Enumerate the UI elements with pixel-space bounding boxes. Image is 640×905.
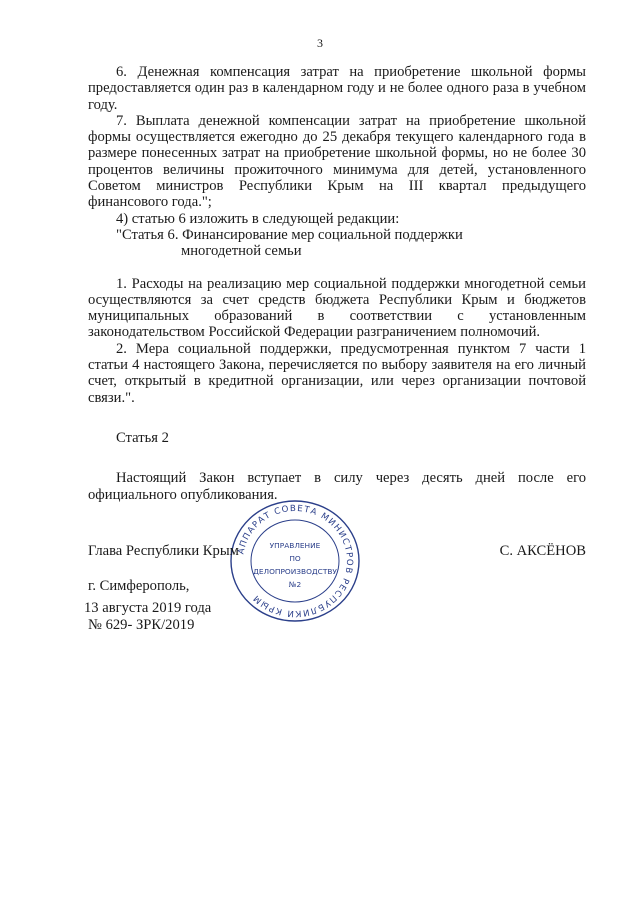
- place-of-signing: г. Симферополь,: [88, 578, 190, 594]
- article-2-heading: Статья 2: [116, 429, 169, 446]
- stamp-inner-line1: УПРАВЛЕНИЕ: [269, 541, 321, 550]
- paragraph-7: 7. Выплата денежной компенсации затрат на приобретение школьной формы осуществляется ежегодно до 25 декабря текущего календарного года в размере понесенных затрат на приобретение школьной формы, но не более 30 процентов величины прожиточного минимума для детей, установленного Советом министров Республики Крым на III квартал предыдущего финансового года.";: [88, 112, 586, 211]
- stamp-inner-line2: ПО: [289, 554, 301, 563]
- paragraph-amendment-4: 4) статью 6 изложить в следующей редакции:: [116, 210, 400, 227]
- page-number: 3: [317, 36, 323, 50]
- stamp-outer-text: АППАРАТ СОВЕТА МИНИСТРОВ РЕСПУБЛИКИ КРЫМ: [236, 503, 355, 619]
- signatory-title: Глава Республики Крым: [88, 543, 239, 559]
- article-6-heading-line1: "Статья 6. Финансирование мер социальной поддержки: [116, 226, 463, 243]
- article-6-item-2: 2. Мера социальной поддержки, предусмотренная пунктом 7 части 1 статьи 4 настоящего Закона, перечисляется по выбору заявителя на его личный счет, открытый в кредитной организации, или через организации почтовой связи.".: [88, 340, 586, 406]
- law-number: № 629- ЗРК/2019: [88, 617, 195, 633]
- signing-date: 13 августа 2019 года: [84, 600, 212, 616]
- paragraph-6: 6. Денежная компенсация затрат на приобретение школьной формы предоставляется один раз в календарном году и не более одного раза в учебном году.: [88, 64, 586, 113]
- body-text: [88, 64, 586, 503]
- stamp-inner-line3: ДЕЛОПРОИЗВОДСТВУ: [253, 567, 337, 576]
- article-6-heading-line2: многодетной семьи: [181, 243, 302, 260]
- article-6-item-1: 1. Расходы на реализацию мер социальной поддержки многодетной семьи осуществляются за счет средств бюджета Республики Крым и бюджетов муниципальных образований в соответствии с установленным законодательством Российской Федерации разграничением полномочий.: [88, 275, 586, 341]
- stamp-seal-icon: [228, 498, 362, 624]
- signatory-name: С. АКСЁНОВ: [499, 543, 586, 559]
- official-stamp: [228, 498, 362, 624]
- stamp-inner-line4: №2: [288, 580, 302, 589]
- article-2-text: Настоящий Закон вступает в силу через десять дней после его официального опубликования.: [88, 470, 586, 503]
